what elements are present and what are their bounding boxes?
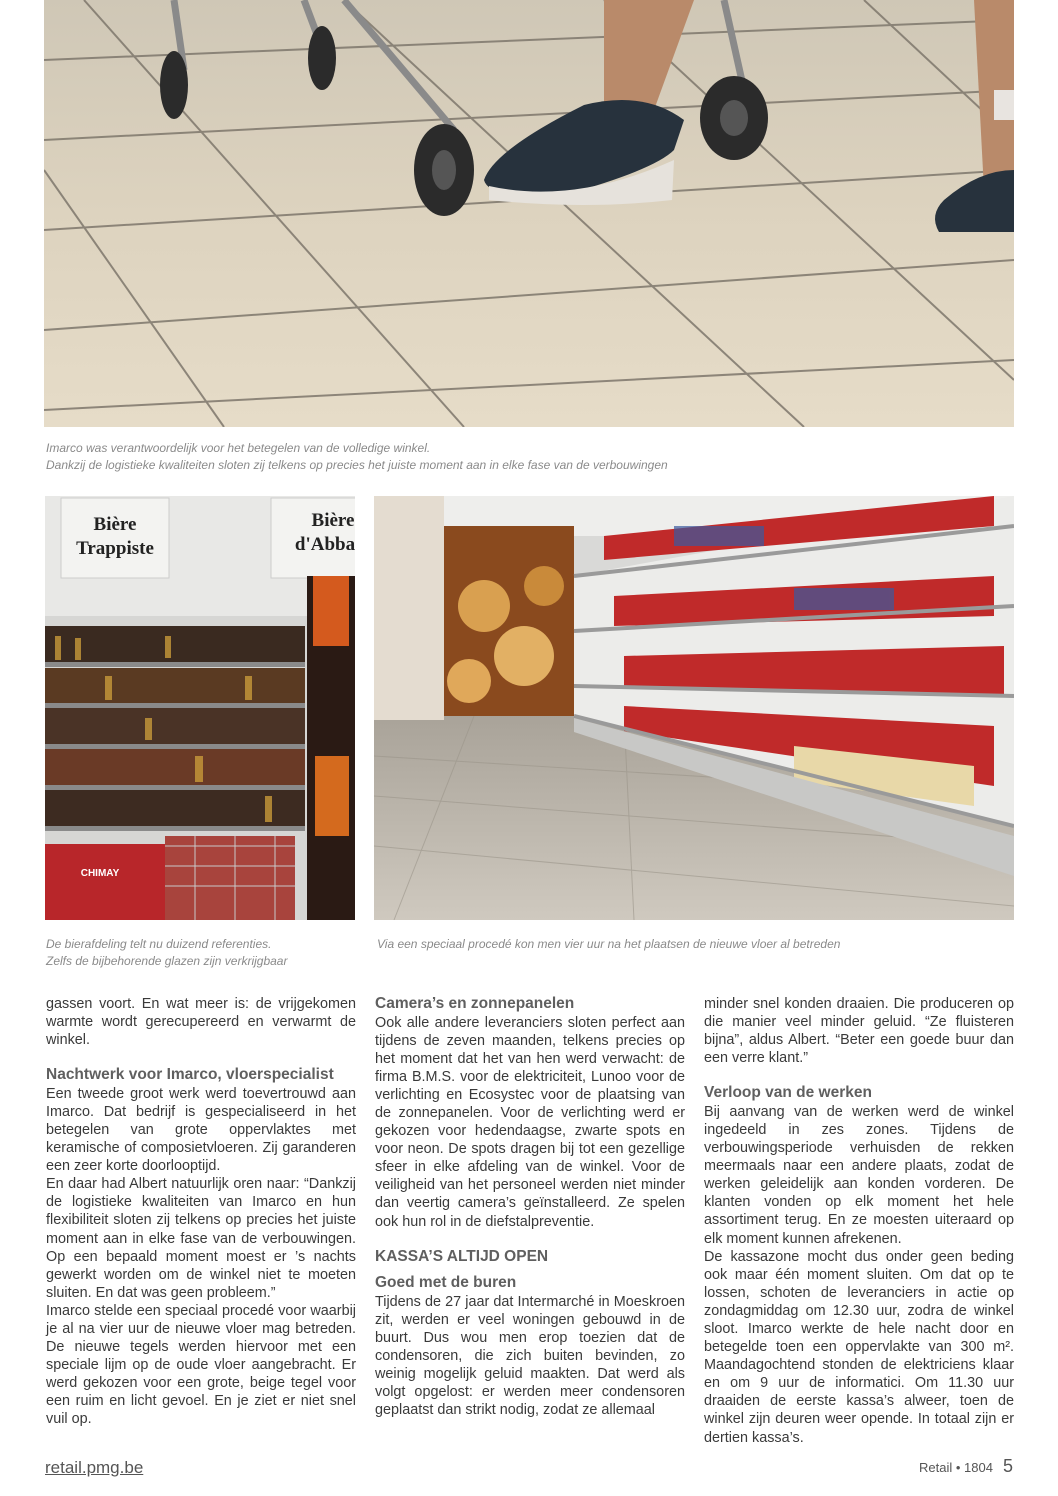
paragraph: En daar had Albert natuurlijk oren naar: “Dankzij de logistieke kwaliteiten van Imarco en hun flexibiliteit sloten zij telkens op precies het juiste moment aan in elke fase van de verbouwingen. Op een bepaald moment moest er ’s nachts gewerkt worden om de winkel niet te moeten sluiten. En dat was geen probleem.” <box>46 1176 356 1301</box>
paragraph: Imarco stelde een speciaal procedé voor waarbij je al na vier uur de nieuwe vloer mag betreden. De nieuwe tegels werden hiervoor met een speciale lijm op de oude vloer aangebracht. Er werd gekozen voor een grote, beige tegel voor een ruim en licht gevoel. En je ziet er niet snel vuil op. <box>46 1302 356 1428</box>
section-heading: KASSA’S ALTIJD OPEN <box>375 1247 549 1265</box>
subheading: Goed met de buren <box>375 1274 517 1292</box>
floor-tiles-photo <box>44 0 1014 427</box>
website-link[interactable]: retail.pmg.be <box>45 1458 144 1477</box>
paragraph: gassen voort. En wat meer is: de vrijgekomen warmte wordt gerecupereerd en verwarmt de winkel. <box>46 996 356 1049</box>
supermarket-aisle-photo <box>374 496 1014 920</box>
subheading: Verloop van de werken <box>704 1084 872 1102</box>
caption-line: Via een speciaal procedé kon men vier uur na het plaatsen de nieuwe vloer al betreden <box>377 937 841 951</box>
top-photo-caption <box>46 440 668 474</box>
article-column-3 <box>704 995 1014 1447</box>
caption-line: Imarco was verantwoordelijk voor het betegelen van de volledige winkel. <box>46 441 431 455</box>
sign-text: d'Abba <box>294 534 355 555</box>
article-column-1 <box>46 995 356 1429</box>
page-footer <box>919 1456 1013 1477</box>
left-photo-caption <box>46 936 287 970</box>
sign-text: Bière <box>93 514 137 535</box>
caption-line: Dankzij de logistieke kwaliteiten sloten zij telkens op precies het juiste moment aan in elke fase van de verbouwingen <box>46 458 668 472</box>
beer-department-photo <box>45 496 355 920</box>
sign-text: Bière <box>311 510 355 531</box>
caption-line: De bierafdeling telt nu duizend referenties. <box>46 937 272 951</box>
magazine-issue: Retail • 1804 <box>919 1460 993 1475</box>
paragraph: minder snel konden draaien. Die produceren op die manier veel minder geluid. “Ze fluisteren bijna”, aldus Albert. “Beter een goede buur dan een verre klant.” <box>704 996 1014 1067</box>
sign-text: Trappiste <box>76 538 154 559</box>
caption-line: Zelfs de bijbehorende glazen zijn verkrijgbaar <box>46 954 288 968</box>
paragraph: De kassazone mocht dus onder geen beding ook maar één moment sluiten. Om dat op te lossen, schoten de leveranciers in actie op zondagmiddag om 12.30 uur, zodra de winkel sloot. Imarco werkte de hele nacht door en betegelde toen een oppervlakte van 300 m². Maandagochtend stonden de elektriciens klaar en om 9 uur de informatici. Om 11.30 uur draaiden de eerste kassa’s alweer, toen de winkel zijn deuren weer opende. In totaal zijn er dertien kassa’s. <box>704 1248 1014 1446</box>
page-number: 5 <box>1002 1456 1013 1476</box>
right-photo-caption <box>377 936 840 953</box>
crate-text: CHIMAY <box>80 868 120 879</box>
article-column-2 <box>375 995 685 1419</box>
paragraph: Tijdens de 27 jaar dat Intermarché in Moeskroen zit, werden er veel woningen gebouwd in de buurt. Dus wou men erop toezien dat de condensoren, die zich buiten bevinden, zo weinig mogelijk geluid maakten. Dat werd als volgt opgelost: er werden meer condensoren geplaatst dan strikt nodig, zodat ze allemaal <box>375 1293 685 1419</box>
paragraph: Ook alle andere leveranciers sloten perfect aan tijdens de zeven maanden, telkens precies op het moment dat het van hen werd verwacht: de firma B.M.S. voor de elektriciteit, Lunoo voor de verlichting en Ecosystec voor de plaatsing van de zonnepanelen. Voor de verlichting werd er gekozen voor hedendaagse, zwarte spots en voor neon. De spots dragen bij tot een gezellige sfeer in elke afdeling van de winkel. Voor de veiligheid van het personeel werden niet minder dan veertig camera’s geïnstalleerd. Ze spelen ook hun rol in de diefstalpreventie. <box>375 1014 685 1230</box>
subheading: Nachtwerk voor Imarco, vloerspecialist <box>46 1066 334 1084</box>
subheading: Camera’s en zonnepanelen <box>375 995 575 1012</box>
paragraph: Een tweede groot werk werd toevertrouwd aan Imarco. Dat bedrijf is gespecialiseerd in het betegelen van grote oppervlaktes met keramische of composietvloeren. Zij garanderen een zeer korte doorlooptijd. <box>46 1085 356 1175</box>
paragraph: Bij aanvang van de werken werd de winkel ingedeeld in zes zones. Tijdens de verbouwingsperiode verhuisden de rekken meermaals naar een andere plaats, zodat de werken geleidelijk aan konden vorderen. De klanten vonden op elk moment het hele assortiment terug. En ze moesten uiteraard op elk moment kunnen afrekenen. <box>704 1103 1014 1247</box>
